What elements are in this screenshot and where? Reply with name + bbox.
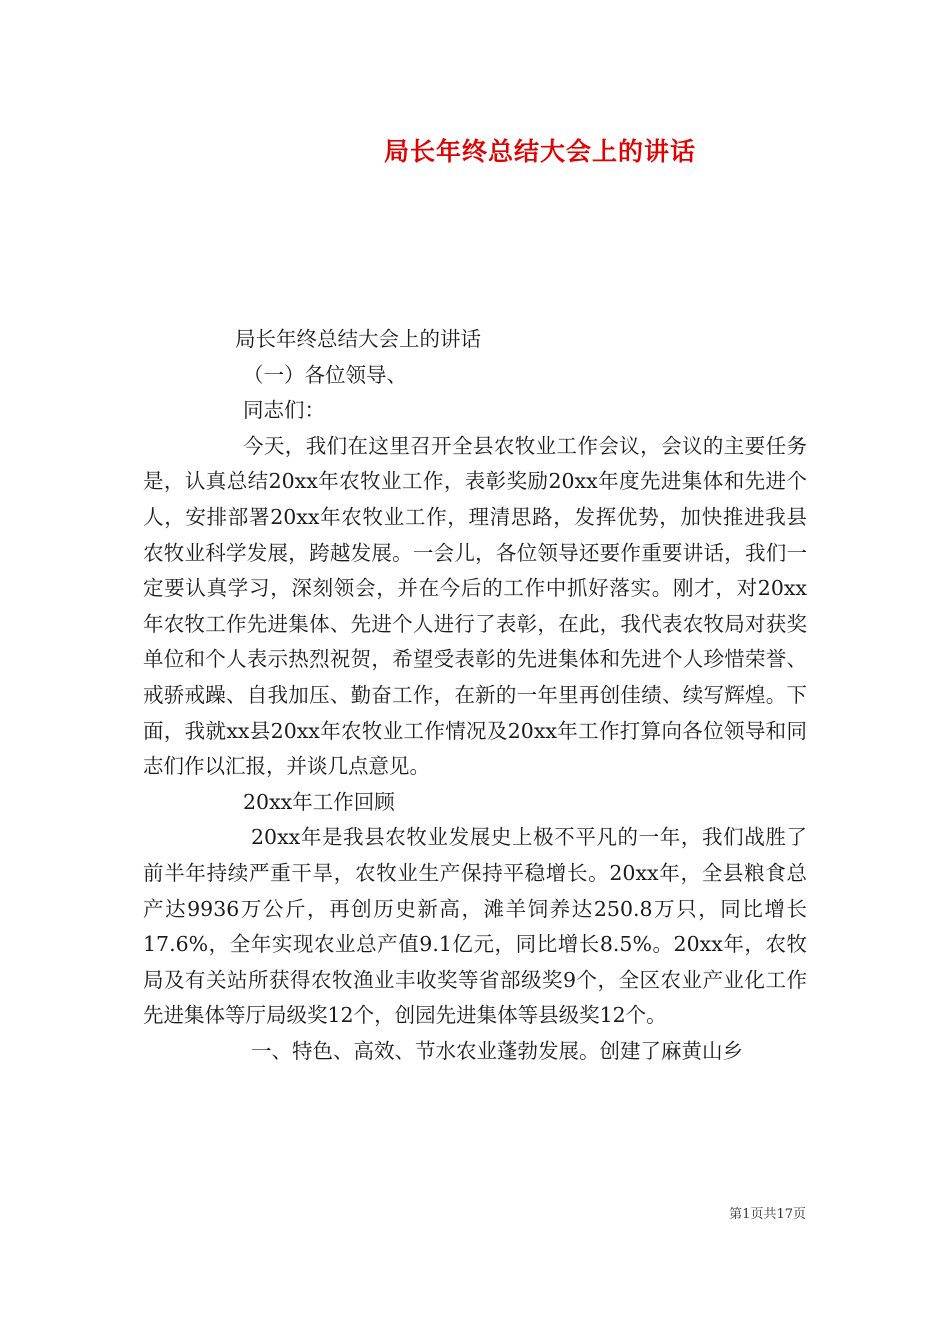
section-heading-review: 20xx年工作回顾 <box>243 789 395 814</box>
page-number-footer: 第1页共17页 <box>729 1207 806 1222</box>
body-heading: 局长年终总结大会上的讲话 <box>235 327 481 351</box>
paragraph-point-one: 一、特色、高效、节水农业蓬勃发展。创建了麻黄山乡 <box>251 1038 743 1063</box>
paragraph-review: 20xx年是我县农牧业发展史上极不平凡的一年，我们战胜了前半年持续严重干旱，农牧业生产保持平稳增长。20xx年，全县粮食总产达9936万公斤，再创历史新高，滩羊饲养达250.8万只，同比增长17.6%，全年实现农业总产值9.1亿元，同比增长8.5%。20xx年，农牧局及有关站所获得农牧渔业丰收奖等省部级奖9个，全区农业产业化工作先进集体等厅局级奖12个，创园先进集体等县级奖12个。 <box>143 825 807 1028</box>
paragraph-intro: 今天，我们在这里召开全县农牧业工作会议，会议的主要任务是，认真总结20xx年农牧业工作，表彰奖励20xx年度先进集体和先进个人，安排部署20xx年农牧业工作，理清思路，发挥优势，加快推进我县农牧业科学发展，跨越发展。一会儿，各位领导还要作重要讲话，我们一定要认真学习，深刻领会，并在今后的工作中抓好落实。刚才，对20xx年农牧工作先进集体、先进个人进行了表彰，在此，我代表农牧局对获奖单位和个人表示热烈祝贺，希望受表彰的先进集体和先进个人珍惜荣誉、戒骄戒躁、自我加压、勤奋工作，在新的一年里再创佳绩、续写辉煌。下面，我就xx县20xx年农牧业工作情况及20xx年工作打算向各位领导和同志们作以汇报，并谈几点意见。 <box>143 433 807 779</box>
salutation-line-2: 同志们： <box>243 398 325 423</box>
salutation-line-1: （一）各位领导、 <box>243 362 407 387</box>
page-title: 局长年终总结大会上的讲话 <box>383 137 696 166</box>
document-body <box>143 322 807 1069</box>
